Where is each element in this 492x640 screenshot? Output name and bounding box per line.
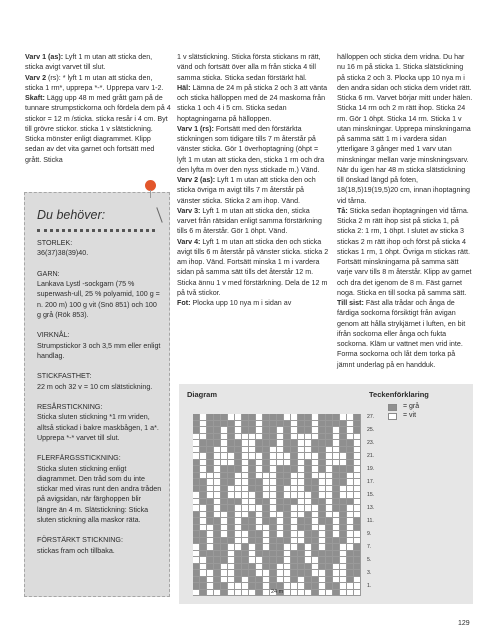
chart-cell xyxy=(291,590,298,597)
item-value: Lankava Lystl -sockgarn (75 % superwash-ull, 25 % polyamid, 100 g = n. 200 m) 100 g vit (Snö 851) och 100 g grå (Rök 853). xyxy=(37,280,160,319)
materials-item xyxy=(37,269,162,320)
materials-item xyxy=(37,453,162,525)
chart-cell xyxy=(347,590,354,597)
item-value: 36(37)38(39)40. xyxy=(37,249,89,258)
item-value: Sticka sluten stickning *1 rm vriden, alltså stickad i bakre maskbågen, 1 a*. Upprepa *-* varvet till slut. xyxy=(37,413,159,442)
pin-needle xyxy=(150,190,151,198)
paragraph-heading: Varv 2 xyxy=(25,73,47,82)
paragraph-text: (rs): * lyft 1 m utan att sticka den, sticka 1 rm*, upprepa *-*. Upprepa varv 1-2. xyxy=(25,73,164,92)
chart-cell xyxy=(305,590,312,597)
paragraph xyxy=(177,206,329,237)
row-label: 27. xyxy=(367,414,375,420)
chart-cell xyxy=(249,590,256,597)
chart-cell xyxy=(263,590,270,597)
item-value: 22 m och 32 v = 10 cm slätstickning. xyxy=(37,382,153,391)
paragraph xyxy=(25,73,171,94)
materials-item xyxy=(37,402,162,443)
row-label: 1. xyxy=(367,583,372,589)
paragraph xyxy=(25,52,171,73)
chart-cell xyxy=(340,590,347,597)
item-label: VIRKNÅL: xyxy=(37,331,70,340)
materials-item xyxy=(37,330,162,361)
item-label: FLERFÄRGSSTICKNING: xyxy=(37,454,121,463)
text-column-2 xyxy=(177,52,329,308)
item-label: STORLEK: xyxy=(37,239,73,247)
white-swatch xyxy=(388,413,397,420)
chart-cell xyxy=(235,590,242,597)
gray-swatch xyxy=(388,404,397,411)
paragraph-heading: Varv 3: xyxy=(177,206,201,215)
row-label: 3. xyxy=(367,570,372,576)
materials-list xyxy=(37,238,162,566)
paragraph-text: Lyft 1 m utan att sticka den, sticka avigt varvet till slut. xyxy=(25,53,153,72)
chart-cell xyxy=(242,590,249,597)
paragraph xyxy=(177,83,329,124)
paragraph-heading: Varv 2 (as): xyxy=(177,176,216,184)
paragraph-text: Sticka sedan ihoptagningen vid tårna. Sticka 2 m rätt ihop sist på sticka 1, på sticka 2: 1 rm, 1 öhpt. I slutet av sticka 3 stickas 2 m rätt ihop och först på sticka 4 stickas 1 rm, 1 öhpt. Övriga m stickas rätt. Fortsätt minskningarna på samma sätt varje varv tills 8 m återstår. Klipp av garnet och dra det igenom de 8 m. Fäst garnet noga. Sticka en till socka på samma sätt. xyxy=(337,206,472,297)
chart-cell xyxy=(284,590,291,597)
paragraph-heading: Fot: xyxy=(177,299,191,307)
paragraph xyxy=(177,124,329,175)
paragraph xyxy=(25,93,171,165)
row-label: 11. xyxy=(367,518,374,524)
legend-white-label: = vit xyxy=(403,412,417,419)
paragraph-text: Lyft 1 m utan att sticka den och sticka avigt tills 6 m återstår på vänster sticka. sticka 2 am ihop. Vänd. Fortsätt minska 1 m i vardera sidan på samma sätt tills det återstår 12 m. Sticka ännu 1 v med förstärkning. Dela de 12 m på två stickor. xyxy=(177,237,329,297)
chart-cell xyxy=(228,590,235,597)
legend-title: Teckenförklaring xyxy=(369,390,429,399)
paragraph-heading: Skaft: xyxy=(25,94,45,102)
item-label: GARN: xyxy=(37,269,60,278)
legend-gray-label: = grå xyxy=(403,403,420,410)
text-column-3 xyxy=(337,52,473,370)
materials-header: Du behöver: xyxy=(37,208,106,222)
paragraph: hälloppen och sticka dem vridna. Du har nu 16 m på sticka 1. Sticka slätstickning på sticka 2 och 3. Plocka upp 10 nya m i den andra sidan och sticka dem vridet rätt. Sticka 6 rm. Varvet börjar mitt under hälen. Sticka 14 rm och 2 m rätt ihop. Sticka 24 rm. Gör 1 öhpt. Sticka 14 rm. Sticka 1 v utan minskningar. Upprepa minskningarna på samma sätt 1 m i vardera sidan ytterligare 3 gånger med 1 varv utan minskningar mellan varje minskningsvarv. När du igen har 48 m sticka slätstickning till önskad längd på foten, 18(18,5)19(19,5)20 cm, innan ihoptagning vid tårna. xyxy=(337,53,473,205)
row-label: 13. xyxy=(367,505,375,511)
divider-mark xyxy=(156,207,162,222)
chart-cell xyxy=(193,590,200,597)
paragraph xyxy=(177,298,329,308)
paragraph-text: Lämna de 24 m på sticka 2 och 3 att vänta och sticka hälloppen med de 24 maskorna från sticka 1 och 4 i 5 cm. Sticka sedan hoptagningarna på hälloppen. xyxy=(177,83,328,123)
paragraph xyxy=(337,298,473,370)
materials-box xyxy=(24,192,170,597)
paragraph-heading: Varv 1 (as): xyxy=(25,53,64,61)
paragraph-text: Fortsätt med den förstärkta stickningen som tidigare tills 7 m återstår på vänster sticka. Gör 1 överhoptagning (öhpt = lyft 1 m utan att sticka den, sticka 1 rm och dra den lyfta m över den nyss stickade m.) Vänd. xyxy=(177,124,325,174)
paragraph xyxy=(337,206,473,298)
stitch-count-label: 24 m xyxy=(271,589,284,595)
diagram-title: Diagram xyxy=(187,390,218,399)
chart-grid xyxy=(193,414,361,596)
row-label: 25. xyxy=(367,427,375,433)
paragraph-heading: Häl: xyxy=(177,83,191,92)
paragraph xyxy=(177,175,329,206)
item-label: RESÅRSTICKNING: xyxy=(37,403,103,411)
paragraph-text: Lyft 1 m utan att sticka den och sticka övriga m avigt tills 7 m återstår på vänster sticka. Sticka 2 am ihop. Vänd. xyxy=(177,176,316,205)
chart-cell xyxy=(221,590,228,597)
item-value: Strumpstickor 3 och 3,5 mm eller enligt handlag. xyxy=(37,341,161,360)
dotted-divider xyxy=(37,229,155,232)
row-label: 7. xyxy=(367,544,372,550)
paragraph-heading: Varv 1 (rs): xyxy=(177,124,214,133)
item-label: FÖRSTÄRKT STICKNING: xyxy=(37,536,123,545)
row-label: 19. xyxy=(367,466,375,472)
page-number: 129 xyxy=(458,620,470,627)
item-value: Sticka sluten stickning enligt diagrammet. Den tråd som du inte stickar med viras runt den andra tråden på avigsidan, när färghoppen blir längre än 4 m. Slätstickning: Sticka sluten stickning alla maskor räta. xyxy=(37,464,162,524)
chart-panel xyxy=(179,384,473,604)
paragraph xyxy=(177,237,329,299)
chart-cell xyxy=(214,590,221,597)
row-labels xyxy=(367,414,374,596)
chart-cell xyxy=(207,590,214,597)
row-label: 15. xyxy=(367,492,375,498)
legend-gray xyxy=(403,403,419,410)
chart-cell xyxy=(319,590,326,597)
chart-cell xyxy=(312,590,319,597)
paragraph-heading: Varv 4: xyxy=(177,237,201,246)
chart-cell xyxy=(200,590,207,597)
row-label: 17. xyxy=(367,479,375,485)
legend-white xyxy=(403,412,416,419)
text-column-1 xyxy=(25,52,171,165)
chart-cell xyxy=(256,590,263,597)
paragraph-heading: Till sist: xyxy=(337,299,364,307)
row-label: 9. xyxy=(367,531,372,537)
chart-cell xyxy=(354,590,361,597)
paragraph-heading: Tå: xyxy=(337,206,348,215)
row-label: 5. xyxy=(367,557,372,563)
item-value: stickas fram och tillbaka. xyxy=(37,546,115,555)
chart-cell xyxy=(333,590,340,597)
item-label: STICKFASTHET: xyxy=(37,372,92,381)
row-label: 23. xyxy=(367,440,375,446)
row-label: 21. xyxy=(367,453,375,459)
paragraph-text: Lägg upp 48 m med grått garn på de tunnare strumpstickorna och fördela dem på 4 stickor = 12 m /sticka. sticka resår i 4 cm. Byt till grövre stickor. sticka 1 v slätstickning. Sticka mönster enligt diagrammet. Klipp sedan av det vita garnet och fortsätt med grått. Sticka xyxy=(25,94,171,164)
materials-item xyxy=(37,371,162,392)
materials-item xyxy=(37,238,162,259)
paragraph-text: Lyft 1 m utan att sticka den, sticka varvet från rätsidan enligt samma förstärkning tills 6 m återstår. Gör 1 öhpt. Vänd. xyxy=(177,206,322,236)
paragraph-text: Fäst alla trådar och ånga de färdiga sockorna försiktigt från avigan genom att hålla strykjärnet i luften, en bit ifrån sockorna eller ånga och fukta sockorna. Kläm ur vattnet men vrid inte. Forma sockorna och låt dem torka på jämnt underlag på en handduk. xyxy=(337,299,466,369)
paragraph-text: Plocka upp 10 nya m i sidan av xyxy=(190,299,292,307)
chart-cell xyxy=(298,590,305,597)
paragraph: 1 v slätstickning. Sticka första stickans m rätt, vänd och fortsätt över alla m från sticka 4 till samma sticka. Sticka sedan förstärkt häl. xyxy=(177,53,321,82)
chart-cell xyxy=(326,590,333,597)
materials-item xyxy=(37,535,162,556)
